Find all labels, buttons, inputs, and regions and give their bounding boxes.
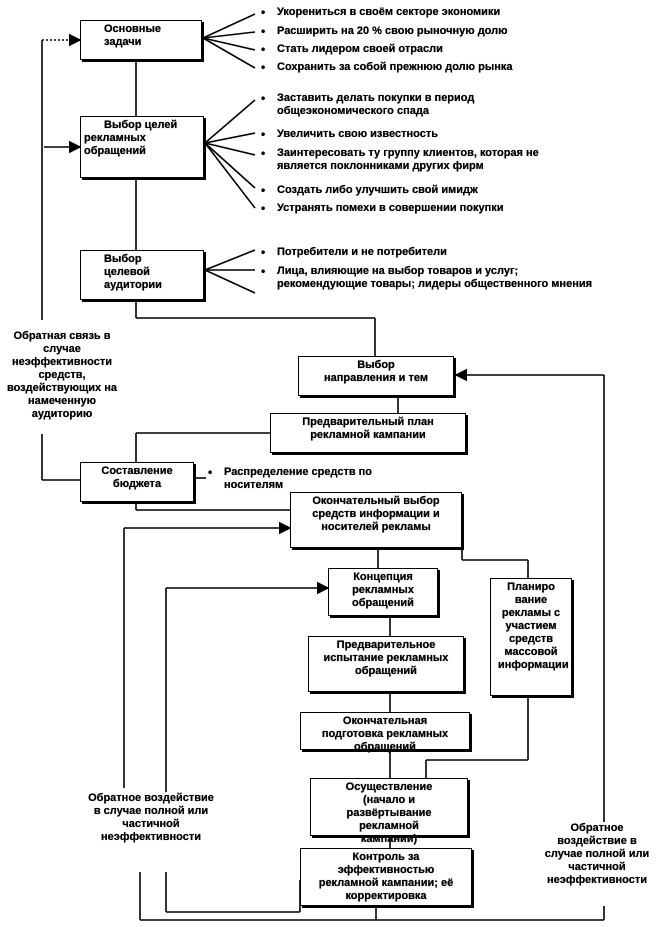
feedback-left-bottom-text: Обратное воздействие в случае полной или частичной неэффективности: [88, 792, 214, 843]
final-prep-box: [300, 712, 470, 753]
planning-label: Планиро вание рекламы с участием средств массовой информации: [498, 581, 569, 671]
audience-box: [80, 250, 204, 300]
list-item: • Расширить на 20 % свою рыночную долю: [257, 25, 547, 38]
control-label: Контроль за эффективностью рекламной кампании; её корректировка: [318, 851, 454, 902]
feedback-left-top-text: Обратная связь в случае неэффективности средств, воздействующих на намеченную аудиторию: [6, 330, 117, 420]
audience-label: Выбор целевой аудитории: [104, 253, 162, 291]
feedback-right-bottom: [538, 822, 656, 906]
final-prep-label: Окончательная подготовка рекламных обращений: [321, 715, 449, 753]
list-item: • Создать либо улучшить свой имидж: [257, 184, 557, 197]
concept-label: Концепция рекламных обращений: [352, 571, 414, 609]
list-item: • Увеличить свою известность: [257, 128, 557, 141]
control-box: [300, 848, 472, 906]
main-tasks-label: Основные задачи: [104, 23, 161, 48]
tasks-list: [257, 4, 547, 73]
main-tasks-box: [80, 20, 202, 60]
pretest-box: [308, 636, 464, 692]
budget-label: Составление бюджета: [101, 465, 173, 490]
budget-list: [204, 466, 404, 492]
budget-box: [80, 462, 194, 502]
prelim-plan-box: [270, 413, 466, 453]
feedback-right-bottom-text: Обратное воздействие в случае полной или частичной неэффективности: [544, 822, 650, 886]
media-choice-box: [290, 492, 462, 548]
launch-label: Осуществление (начало и развёртывание рекламной кампании): [345, 781, 433, 845]
prelim-plan-label: Предварительный план рекламной кампании: [302, 416, 434, 441]
goals-box: [80, 116, 204, 178]
feedback-left-bottom: [86, 792, 216, 872]
themes-label: Выбор направления и тем: [323, 359, 429, 384]
list-item: • Потребители и не потребители: [257, 246, 597, 259]
audience-list: [257, 244, 607, 310]
pretest-label: Предварительное испытание рекламных обращений: [323, 639, 449, 677]
goals-list: [257, 90, 587, 220]
goals-label: Выбор целей рекламных обращений: [84, 119, 178, 157]
planning-box: [490, 578, 572, 696]
media-choice-label: Окончательный выбор средств информации и носителей рекламы: [312, 495, 440, 533]
list-item: • Распределение средств по носителям: [204, 466, 400, 492]
list-item: • Устранять помехи в совершении покупки: [257, 202, 557, 215]
concept-box: [328, 568, 438, 616]
list-item: • Укорениться в своём секторе экономики: [257, 6, 547, 19]
list-item: • Сохранить за собой прежнюю долю рынка: [257, 61, 547, 74]
list-item: • Заинтересовать ту группу клиентов, которая не является поклонниками других фирм: [257, 147, 577, 173]
themes-box: [298, 356, 454, 396]
list-item: • Лица, влияющие на выбор товаров и услуг; рекомендующие товары; лидеры общественного мнения: [257, 265, 597, 291]
launch-box: [310, 778, 468, 845]
list-item: • Стать лидером своей отрасли: [257, 43, 547, 56]
feedback-left-top: [2, 330, 122, 434]
list-item: • Заставить делать покупки в период общеэкономического спада: [257, 92, 557, 118]
